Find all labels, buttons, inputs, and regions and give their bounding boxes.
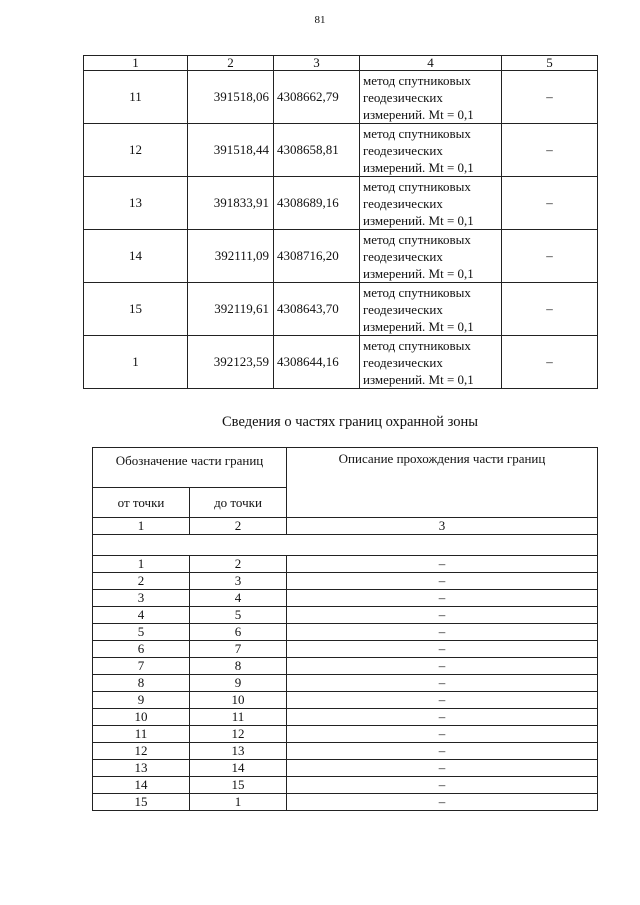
section-title: Сведения о частях границ охранной зоны <box>222 414 478 430</box>
coordinate-x: 392123,59 <box>188 336 274 389</box>
method-line: геодезических <box>363 354 443 370</box>
part-description: – <box>287 624 598 641</box>
method-line: метод спутниковых <box>363 125 471 141</box>
header-from-point: от точки <box>93 488 190 518</box>
coordinate-x: 392119,61 <box>188 283 274 336</box>
method-line: геодезических <box>363 248 443 264</box>
method-line: измерений. Mt = 0,1 <box>363 371 474 387</box>
method-line: метод спутниковых <box>363 284 471 300</box>
coordinate-x: 391518,44 <box>188 124 274 177</box>
point-number: 11 <box>84 71 188 124</box>
point-number: 1 <box>84 336 188 389</box>
header-to-point: до точки <box>190 488 287 518</box>
point-number: 13 <box>84 177 188 230</box>
point-number: 15 <box>84 283 188 336</box>
from-point: 4 <box>93 607 190 624</box>
to-point: 9 <box>190 675 287 692</box>
col5-value: – <box>502 177 598 230</box>
method-line: метод спутниковых <box>363 231 471 247</box>
method-description <box>360 336 502 389</box>
coordinate-x: 392111,09 <box>188 230 274 283</box>
from-point: 8 <box>93 675 190 692</box>
to-point: 1 <box>190 794 287 811</box>
from-point: 14 <box>93 777 190 794</box>
from-point: 13 <box>93 760 190 777</box>
col5-value: – <box>502 71 598 124</box>
col5-value: – <box>502 124 598 177</box>
col-number-3: 3 <box>287 518 598 535</box>
part-description: – <box>287 675 598 692</box>
method-description <box>360 124 502 177</box>
method-line: измерений. Mt = 0,1 <box>363 212 474 228</box>
part-description: – <box>287 726 598 743</box>
page-number: 81 <box>314 14 326 26</box>
method-description <box>360 283 502 336</box>
table-row <box>93 658 598 675</box>
to-point: 10 <box>190 692 287 709</box>
method-line: геодезических <box>363 195 443 211</box>
col-header-1: 1 <box>84 56 188 71</box>
method-line: измерений. Mt = 0,1 <box>363 318 474 334</box>
coordinate-y: 4308644,16 <box>274 336 360 389</box>
point-number: 12 <box>84 124 188 177</box>
method-line: измерений. Mt = 0,1 <box>363 106 474 122</box>
method-line: метод спутниковых <box>363 337 471 353</box>
method-description <box>360 230 502 283</box>
table-row <box>93 794 598 811</box>
from-point: 11 <box>93 726 190 743</box>
table-row <box>93 573 598 590</box>
table-row <box>84 71 598 124</box>
col-header-4: 4 <box>360 56 502 71</box>
coordinate-y: 4308643,70 <box>274 283 360 336</box>
col-header-3: 3 <box>274 56 360 71</box>
table-row <box>84 336 598 389</box>
to-point: 15 <box>190 777 287 794</box>
to-point: 14 <box>190 760 287 777</box>
method-description <box>360 177 502 230</box>
from-point: 3 <box>93 590 190 607</box>
table-row <box>93 777 598 794</box>
part-description: – <box>287 760 598 777</box>
table-row <box>93 607 598 624</box>
part-description: – <box>287 777 598 794</box>
to-point: 11 <box>190 709 287 726</box>
table-row <box>84 283 598 336</box>
table-row <box>93 743 598 760</box>
empty-row <box>93 535 598 556</box>
from-point: 15 <box>93 794 190 811</box>
table-row <box>84 124 598 177</box>
col-number-2: 2 <box>190 518 287 535</box>
table-row <box>93 624 598 641</box>
coordinates-table-header <box>84 56 598 71</box>
from-point: 1 <box>93 556 190 573</box>
method-line: измерений. Mt = 0,1 <box>363 265 474 281</box>
method-line: геодезических <box>363 301 443 317</box>
from-point: 6 <box>93 641 190 658</box>
table-row <box>93 590 598 607</box>
part-description: – <box>287 794 598 811</box>
part-description: – <box>287 556 598 573</box>
coordinates-table <box>83 55 598 389</box>
coordinate-y: 4308658,81 <box>274 124 360 177</box>
col5-value: – <box>502 230 598 283</box>
part-description: – <box>287 692 598 709</box>
to-point: 13 <box>190 743 287 760</box>
from-point: 10 <box>93 709 190 726</box>
header-part-designation: Обозначение части границ <box>93 448 287 488</box>
table-row <box>93 556 598 573</box>
table-row <box>93 760 598 777</box>
part-description: – <box>287 658 598 675</box>
coordinate-y: 4308662,79 <box>274 71 360 124</box>
coordinate-y: 4308716,20 <box>274 230 360 283</box>
method-line: метод спутниковых <box>363 178 471 194</box>
table-row <box>93 726 598 743</box>
point-number: 14 <box>84 230 188 283</box>
to-point: 6 <box>190 624 287 641</box>
part-description: – <box>287 573 598 590</box>
header-description: Описание прохождения части границ <box>287 448 598 518</box>
col5-value: – <box>502 283 598 336</box>
table-row <box>84 177 598 230</box>
coordinate-x: 391833,91 <box>188 177 274 230</box>
table-row <box>93 709 598 726</box>
part-description: – <box>287 709 598 726</box>
to-point: 8 <box>190 658 287 675</box>
table-row <box>93 675 598 692</box>
method-line: измерений. Mt = 0,1 <box>363 159 474 175</box>
col-header-5: 5 <box>502 56 598 71</box>
method-line: метод спутниковых <box>363 72 471 88</box>
from-point: 2 <box>93 573 190 590</box>
coordinate-x: 391518,06 <box>188 71 274 124</box>
from-point: 12 <box>93 743 190 760</box>
table-row <box>84 230 598 283</box>
col5-value: – <box>502 336 598 389</box>
method-line: геодезических <box>363 142 443 158</box>
coordinate-y: 4308689,16 <box>274 177 360 230</box>
method-line: геодезических <box>363 89 443 105</box>
part-description: – <box>287 743 598 760</box>
to-point: 3 <box>190 573 287 590</box>
part-description: – <box>287 590 598 607</box>
method-description <box>360 71 502 124</box>
table-row <box>93 692 598 709</box>
to-point: 5 <box>190 607 287 624</box>
part-description: – <box>287 607 598 624</box>
from-point: 7 <box>93 658 190 675</box>
part-description: – <box>287 641 598 658</box>
col-header-2: 2 <box>188 56 274 71</box>
boundary-parts-table <box>92 447 598 811</box>
table-row <box>93 641 598 658</box>
to-point: 4 <box>190 590 287 607</box>
to-point: 2 <box>190 556 287 573</box>
to-point: 12 <box>190 726 287 743</box>
from-point: 5 <box>93 624 190 641</box>
from-point: 9 <box>93 692 190 709</box>
col-number-1: 1 <box>93 518 190 535</box>
to-point: 7 <box>190 641 287 658</box>
